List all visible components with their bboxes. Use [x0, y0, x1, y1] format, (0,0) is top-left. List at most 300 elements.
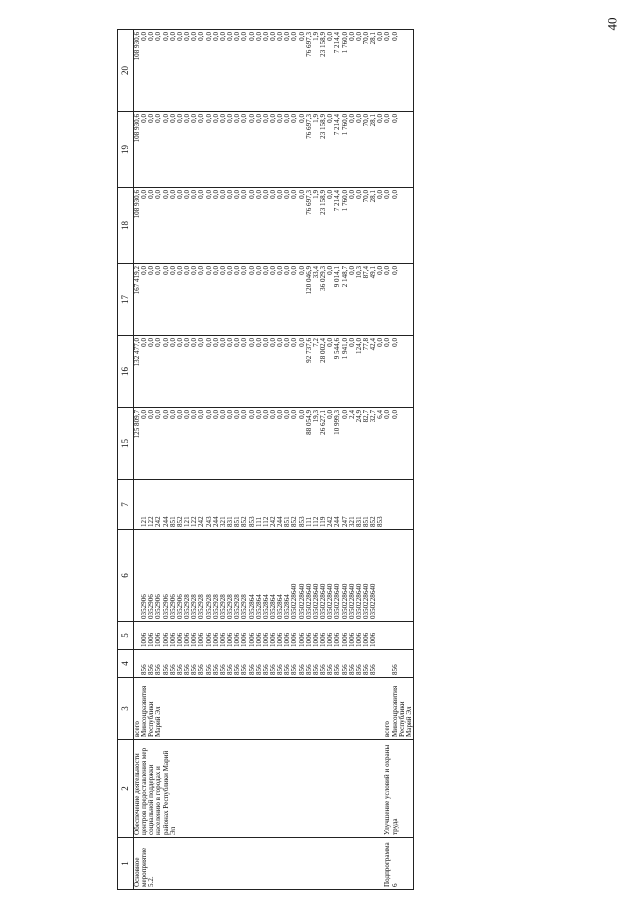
cell-value: 23 158,9	[319, 190, 328, 215]
cell-value: 0,0	[147, 190, 156, 199]
cell-value: 0,0	[290, 114, 299, 123]
cell-value: 0352864	[247, 594, 256, 619]
cell-value: 0,0	[254, 410, 263, 419]
cell-value: 0,0	[175, 410, 184, 419]
cell-value: Республики	[147, 701, 156, 737]
cell-value: 0,0	[376, 190, 385, 199]
cell-value: 0,0	[390, 114, 399, 123]
cell-value: 0352864	[268, 594, 277, 619]
cell-value: 23 158,9	[319, 32, 328, 57]
cell-value: 1006	[304, 632, 313, 647]
cell-value: 0,0	[326, 338, 335, 347]
cell-value: 70,0	[362, 114, 370, 127]
cell-value: 0,0	[197, 410, 206, 419]
cell-value: 0,0	[240, 114, 249, 123]
cell-value: 0,0	[233, 114, 242, 123]
cell-value: 0,0	[168, 338, 177, 347]
cell-value: 0,0	[290, 190, 299, 199]
cell-value: 28,1	[369, 114, 378, 127]
cell-value: 23 158,9	[319, 114, 328, 139]
amount-c15	[384, 408, 413, 480]
cell-value: 0,0	[390, 190, 399, 199]
cell-value: 0,0	[254, 338, 263, 347]
cell-value: 0,0	[140, 190, 149, 199]
cell-value: 0,0	[326, 32, 335, 41]
amount-c20	[134, 30, 385, 112]
section-row	[384, 30, 413, 890]
cell-value: 0,0	[147, 32, 156, 41]
cell-value: 1006	[326, 632, 335, 647]
cell-value: всего	[383, 721, 392, 737]
cell-value: 0,0	[147, 114, 156, 123]
column-number-row	[118, 30, 134, 890]
cell-value: 0,0	[347, 266, 356, 275]
cell-value: 0,0	[197, 190, 206, 199]
cell-value: 0,0	[297, 32, 306, 41]
cell-value: 49,1	[369, 266, 378, 279]
total-value: 108 930,6	[133, 32, 141, 61]
cell-value: 856	[333, 664, 342, 675]
cell-value: 852	[369, 516, 378, 527]
cell-value: 0,0	[247, 32, 256, 41]
cell-value: 856	[247, 664, 256, 675]
cell-value: 124,0	[354, 338, 363, 354]
amount-c17	[134, 264, 385, 336]
cell-value: 0,0	[268, 32, 277, 41]
cell-value: 112	[311, 516, 320, 527]
cell-value: 0350228640	[319, 583, 328, 619]
cell-value: 0,0	[226, 338, 235, 347]
cell-value: 121	[140, 516, 149, 527]
cell-value: 856	[161, 664, 170, 675]
cell-value: 112	[261, 516, 270, 527]
cell-value: 0,0	[240, 190, 249, 199]
cell-value: 0352928	[204, 594, 213, 619]
cell-value: 856	[268, 664, 277, 675]
cell-value: 0,0	[247, 266, 256, 275]
cell-value: 1006	[226, 632, 235, 647]
column-header: 4	[118, 650, 134, 678]
cell-value: 0352928	[197, 594, 206, 619]
program-code: Подпрограмма 6	[384, 838, 413, 890]
cell-value: 0,0	[347, 190, 356, 199]
cell-value: 856	[240, 664, 249, 675]
budget-code-c7	[134, 480, 385, 530]
cell-value: 36 029,3	[319, 266, 328, 291]
cell-value: 0352906	[161, 594, 170, 619]
amount-c19	[134, 112, 385, 188]
cell-value: 0,0	[140, 410, 149, 419]
total-value: 167 419,2	[133, 266, 141, 295]
cell-value: 6,4	[376, 410, 385, 419]
cell-value: 0350228640	[326, 583, 335, 619]
cell-value: 0,0	[247, 190, 256, 199]
cell-value: 0,0	[240, 410, 249, 419]
cell-value: 119	[319, 516, 328, 527]
cell-value: 0,0	[154, 190, 163, 199]
cell-value: 0,0	[197, 32, 206, 41]
cell-value: 856	[175, 664, 184, 675]
cell-value: 0,0	[283, 410, 292, 419]
cell-value: 856	[190, 664, 199, 675]
cell-value: 0,0	[226, 410, 235, 419]
cell-value: 10 999,3	[333, 410, 342, 435]
cell-value: 1006	[140, 632, 149, 647]
cell-value: 0,0	[326, 266, 335, 275]
cell-value: 856	[183, 664, 192, 675]
cell-value: 242	[197, 516, 206, 527]
cell-value: 0,0	[276, 190, 285, 199]
cell-value: 856	[369, 664, 378, 675]
cell-value: 0352864	[283, 594, 292, 619]
cell-value: 0,0	[190, 190, 199, 199]
cell-value: 856	[211, 664, 220, 675]
cell-value: 0,0	[183, 32, 192, 41]
budget-table-sheet	[117, 30, 617, 890]
cell-value: 0,0	[183, 338, 192, 347]
cell-value: 0,0	[283, 32, 292, 41]
cell-value: 33,4	[311, 266, 320, 279]
cell-value: Республики	[397, 701, 406, 737]
cell-value: 856	[147, 664, 156, 675]
cell-value: 853	[376, 516, 385, 527]
cell-value: 0352928	[233, 594, 242, 619]
cell-value: 856	[347, 664, 356, 675]
cell-value: 1 760,0	[340, 190, 349, 212]
cell-value: 0,0	[240, 266, 249, 275]
cell-value: 0,0	[326, 190, 335, 199]
cell-value: 122	[190, 516, 199, 527]
cell-value: 0350228640	[333, 583, 342, 619]
cell-value: 856	[283, 664, 292, 675]
amount-c19	[384, 112, 413, 188]
cell-value: 852	[290, 516, 299, 527]
cell-value: 0,0	[140, 32, 149, 41]
cell-value: 1006	[268, 632, 277, 647]
cell-value: 0,0	[283, 114, 292, 123]
cell-value: 0,0	[297, 114, 306, 123]
cell-value: 1006	[197, 632, 206, 647]
cell-value: 0,0	[218, 114, 227, 123]
cell-value: 0,0	[154, 266, 163, 275]
total-value: 0,0	[383, 190, 392, 199]
cell-value: 1006	[168, 632, 177, 647]
cell-value: 0,0	[347, 114, 356, 123]
cell-value: 0,0	[204, 410, 213, 419]
cell-value: 0352928	[240, 594, 249, 619]
cell-value: 82,7	[362, 410, 370, 423]
cell-value: 0,0	[261, 410, 270, 419]
cell-value: 856	[354, 664, 363, 675]
cell-value: 1006	[211, 632, 220, 647]
cell-value: 1006	[362, 632, 370, 647]
cell-value: 0,0	[326, 114, 335, 123]
cell-value: 853	[247, 516, 256, 527]
total-value: 0,0	[383, 32, 392, 41]
cell-value: 0,0	[161, 114, 170, 123]
cell-value: 0,0	[147, 338, 156, 347]
cell-value: 0,0	[183, 114, 192, 123]
cell-value: 0,0	[390, 338, 399, 347]
cell-value: 0352864	[276, 594, 285, 619]
cell-value: 24,9	[354, 410, 363, 423]
cell-value: 247	[340, 516, 349, 527]
cell-value: 1006	[240, 632, 249, 647]
cell-value: 244	[276, 516, 285, 527]
cell-value: 0,0	[175, 114, 184, 123]
cell-value: 10,3	[354, 266, 363, 279]
column-header: 16	[118, 336, 134, 408]
cell-value: 0,0	[211, 32, 220, 41]
budget-code-c7	[384, 480, 413, 530]
budget-code-c4	[134, 650, 385, 678]
cell-value: 0,0	[175, 32, 184, 41]
cell-value: 0,0	[354, 190, 363, 199]
cell-value: 0,0	[204, 190, 213, 199]
cell-value: 0352864	[254, 594, 263, 619]
cell-value: 0,0	[140, 114, 149, 123]
budget-code-c6	[384, 530, 413, 622]
column-header: 5	[118, 622, 134, 650]
cell-value: 0,0	[390, 266, 399, 275]
cell-value: 0,0	[161, 266, 170, 275]
cell-value: 1006	[297, 632, 306, 647]
cell-value: 0,0	[261, 266, 270, 275]
cell-value: 0,0	[290, 32, 299, 41]
cell-value: 856	[261, 664, 270, 675]
cell-value: 0,0	[183, 410, 192, 419]
cell-value: 77,8	[362, 338, 370, 351]
column-header: 19	[118, 112, 134, 188]
cell-value: 1006	[233, 632, 242, 647]
cell-value: 0,0	[268, 114, 277, 123]
cell-value: 856	[390, 664, 399, 675]
cell-value: 76 697,3	[304, 32, 313, 57]
cell-value: 0,0	[204, 32, 213, 41]
cell-value: 0,0	[211, 114, 220, 123]
cell-value: 0,0	[183, 190, 192, 199]
cell-value: Минсоцразвития	[140, 685, 149, 737]
cell-value: 111	[254, 516, 263, 527]
total-value: 132 477,0	[133, 338, 141, 367]
cell-value: 1006	[147, 632, 156, 647]
cell-value: 0,0	[354, 32, 363, 41]
cell-value: 0,0	[247, 338, 256, 347]
cell-value: 0,0	[240, 32, 249, 41]
cell-value: 0,0	[204, 266, 213, 275]
cell-value: Марий Эл	[404, 706, 413, 737]
cell-value: 0,0	[283, 266, 292, 275]
cell-value: 7 214,4	[333, 114, 342, 136]
cell-value: 856	[362, 664, 370, 675]
cell-value: 32,7	[369, 410, 378, 423]
amount-c18	[134, 188, 385, 264]
cell-value: 0,0	[276, 114, 285, 123]
cell-value: 0,0	[226, 32, 235, 41]
cell-value: 1006	[190, 632, 199, 647]
cell-value: 87,4	[362, 266, 370, 279]
budget-code-c5	[134, 622, 385, 650]
cell-value: 0,0	[347, 338, 356, 347]
cell-value: 856	[154, 664, 163, 675]
cell-value: 0,0	[268, 410, 277, 419]
cell-value: 122	[147, 516, 156, 527]
cell-value: 0,0	[218, 32, 227, 41]
cell-value: 0,0	[240, 338, 249, 347]
total-value: 108 930,6	[133, 114, 141, 143]
cell-value: 0,0	[218, 266, 227, 275]
cell-value: 0,0	[197, 338, 206, 347]
cell-value: 0,0	[233, 190, 242, 199]
cell-value: 0,0	[211, 338, 220, 347]
cell-value: 0,0	[168, 114, 177, 123]
cell-value: 856	[226, 664, 235, 675]
cell-value: 1006	[204, 632, 213, 647]
cell-value: 0,0	[168, 190, 177, 199]
cell-value: 0,0	[261, 114, 270, 123]
cell-value: 856	[168, 664, 177, 675]
cell-value: 856	[340, 664, 349, 675]
cell-value: 1 941,0	[340, 338, 349, 360]
cell-value: 0,0	[168, 410, 177, 419]
cell-value: 0,0	[190, 266, 199, 275]
amount-c18	[384, 188, 413, 264]
cell-value: 856	[197, 664, 206, 675]
cell-value: 0,0	[233, 32, 242, 41]
cell-value: 242	[154, 516, 163, 527]
cell-value: 0,0	[154, 114, 163, 123]
column-header: 15	[118, 408, 134, 480]
cell-value: 852	[175, 516, 184, 527]
cell-value: 2,4	[347, 410, 356, 419]
cell-value: 0,0	[376, 32, 385, 41]
cell-value: 0,0	[190, 32, 199, 41]
cell-value: 0350228640	[369, 583, 378, 619]
cell-value: 856	[218, 664, 227, 675]
cell-value: 0,0	[161, 338, 170, 347]
cell-value: 1006	[347, 632, 356, 647]
cell-value: 0,0	[218, 410, 227, 419]
cell-value: 7 214,4	[333, 190, 342, 212]
cell-value: 0,0	[290, 338, 299, 347]
cell-value: 852	[240, 516, 249, 527]
cell-value: 0,0	[175, 338, 184, 347]
cell-value: 1,9	[311, 190, 320, 199]
budget-table	[117, 29, 414, 890]
cell-value: 1006	[311, 632, 320, 647]
cell-value: 28,1	[369, 190, 378, 203]
cell-value: 0,0	[276, 410, 285, 419]
cell-value: 0350228640	[347, 583, 356, 619]
cell-value: 0,0	[247, 114, 256, 123]
cell-value: 1006	[218, 632, 227, 647]
cell-value: 1006	[261, 632, 270, 647]
cell-value: 0,0	[354, 114, 363, 123]
cell-value: 1006	[161, 632, 170, 647]
cell-value: 9 544,6	[333, 338, 342, 360]
cell-value: 0,0	[297, 190, 306, 199]
cell-value: 0,0	[211, 190, 220, 199]
cell-value: 92 737,6	[304, 338, 313, 363]
column-header: 6	[118, 530, 134, 622]
cell-value: всего	[133, 721, 141, 737]
cell-value: 0,0	[376, 114, 385, 123]
total-value: 0,0	[383, 410, 392, 419]
program-code: Основное мероприятие 5.2.	[134, 838, 385, 890]
column-header: 3	[118, 678, 134, 740]
cell-value: 0352928	[218, 594, 227, 619]
column-header: 7	[118, 480, 134, 530]
cell-value: 1006	[276, 632, 285, 647]
cell-value: 0,0	[161, 410, 170, 419]
cell-value: 120 046,9	[304, 266, 313, 295]
cell-value: 0,0	[297, 410, 306, 419]
cell-value: 76 697,3	[304, 114, 313, 139]
cell-value: 0,0	[261, 338, 270, 347]
cell-value: 0,0	[261, 190, 270, 199]
cell-value: 853	[297, 516, 306, 527]
cell-value: 0352906	[154, 594, 163, 619]
cell-value: 0,0	[168, 32, 177, 41]
cell-value: 0,0	[218, 338, 227, 347]
cell-value: 0350228640	[354, 583, 363, 619]
cell-value: 1006	[254, 632, 263, 647]
cell-value: 0,0	[204, 338, 213, 347]
cell-value: 0,0	[347, 32, 356, 41]
cell-value: 0,0	[254, 114, 263, 123]
cell-value: 0352928	[190, 594, 199, 619]
cell-value: 0352928	[211, 594, 220, 619]
cell-value: 0,0	[261, 32, 270, 41]
cell-value: 0,0	[297, 266, 306, 275]
cell-value: 1,9	[311, 114, 320, 123]
column-header: 18	[118, 188, 134, 264]
cell-value: 0352906	[140, 594, 149, 619]
cell-value: 0,0	[283, 190, 292, 199]
cell-value: 0,0	[226, 114, 235, 123]
cell-value: 0,0	[204, 114, 213, 123]
cell-value: 0,0	[254, 266, 263, 275]
cell-value: 0,0	[190, 410, 199, 419]
cell-value: 0,0	[147, 266, 156, 275]
cell-value: 0352906	[168, 594, 177, 619]
section-row	[134, 30, 385, 890]
cell-value: 0,0	[268, 266, 277, 275]
cell-value: 242	[268, 516, 277, 527]
cell-value: 856	[204, 664, 213, 675]
cell-value: 121	[183, 516, 192, 527]
cell-value: 28,1	[369, 32, 378, 45]
cell-value: 1006	[154, 632, 163, 647]
cell-value: 856	[311, 664, 320, 675]
cell-value: 1006	[340, 632, 349, 647]
cell-value: 0,0	[161, 190, 170, 199]
responsible-executor	[384, 678, 413, 740]
cell-value: 0352928	[183, 594, 192, 619]
cell-value: 0,0	[161, 32, 170, 41]
cell-value: 856	[276, 664, 285, 675]
cell-value: 1006	[175, 632, 184, 647]
cell-value: 0,0	[140, 266, 149, 275]
cell-value: 70,0	[362, 190, 370, 203]
cell-value: 244	[161, 516, 170, 527]
cell-value: 0350228640	[311, 583, 320, 619]
column-header: 17	[118, 264, 134, 336]
cell-value: 111	[304, 516, 313, 527]
cell-value: 0,0	[140, 338, 149, 347]
cell-value: 0,0	[197, 266, 206, 275]
page-number: 40	[604, 17, 620, 31]
